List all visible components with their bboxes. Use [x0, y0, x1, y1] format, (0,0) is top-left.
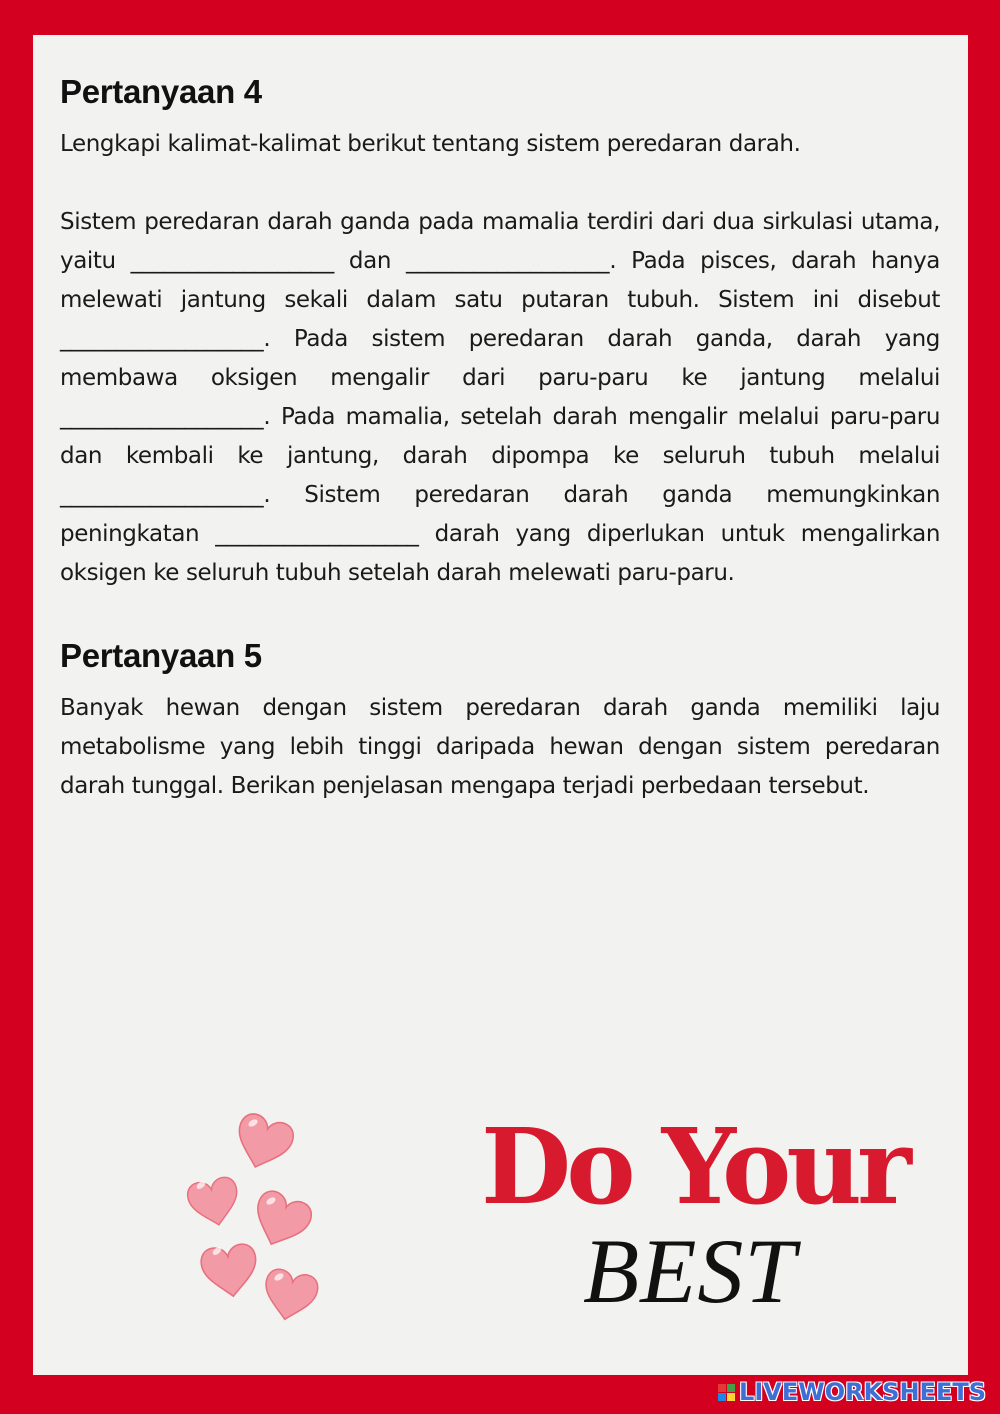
watermark-text: LIVEWORKSHEETS — [739, 1378, 986, 1406]
banner-do-your: Do Your — [481, 1105, 907, 1228]
worksheet-content — [60, 73, 940, 806]
liveworksheets-logo-icon — [718, 1384, 735, 1401]
q4-text: darah yang diperlukan untuk mengalirkan oksigen ke seluruh tubuh setelah darah melewati paru-paru. — [60, 521, 940, 586]
q4-text: . Pada pisces, darah hanya melewati jantung sekali dalam satu putaran tubuh. Sistem ini disebut — [60, 248, 940, 313]
blank-3[interactable]: __________________ — [60, 326, 264, 352]
q4-text: . Sistem peredaran darah ganda memungkinkan peningkatan — [60, 482, 940, 547]
blank-2[interactable]: __________________ — [405, 248, 610, 274]
liveworksheets-watermark[interactable] — [718, 1378, 986, 1406]
question-5-title: Pertanyaan 5 — [60, 637, 262, 674]
q4-text: . Pada mamalia, setelah darah mengalir melalui paru-paru dan kembali ke jantung, darah dipompa ke seluruh tubuh melalui — [60, 404, 940, 469]
q4-text: dan — [334, 248, 406, 274]
blank-4[interactable]: __________________ — [60, 404, 264, 430]
banner-best: BEST — [583, 1220, 797, 1322]
q4-text: Sistem peredaran darah ganda pada mamalia terdiri dari dua sirkulasi utama, yaitu — [60, 209, 940, 274]
q4-text: . Pada sistem peredaran darah ganda, darah yang membawa oksigen mengalir dari paru-paru ke jantung melalui — [60, 326, 940, 391]
worksheet-page — [33, 35, 968, 1375]
question-4-instruction: Lengkapi kalimat-kalimat berikut tentang sistem peredaran darah. — [60, 131, 801, 157]
hearts-cluster-icon — [173, 1105, 333, 1335]
do-your-best-banner — [173, 1105, 907, 1335]
blank-1[interactable]: __________________ — [130, 248, 335, 274]
blank-5[interactable]: __________________ — [60, 482, 264, 508]
question-5-text: Banyak hewan dengan sistem peredaran darah ganda memiliki laju metabolisme yang lebih tinggi daripada hewan dengan sistem peredaran darah tunggal. Berikan penjelasan mengapa terjadi perbedaan tersebut. — [60, 695, 940, 799]
question-4-title: Pertanyaan 4 — [60, 73, 262, 110]
question-4-paragraph — [60, 203, 940, 593]
blank-6[interactable]: __________________ — [215, 521, 419, 547]
